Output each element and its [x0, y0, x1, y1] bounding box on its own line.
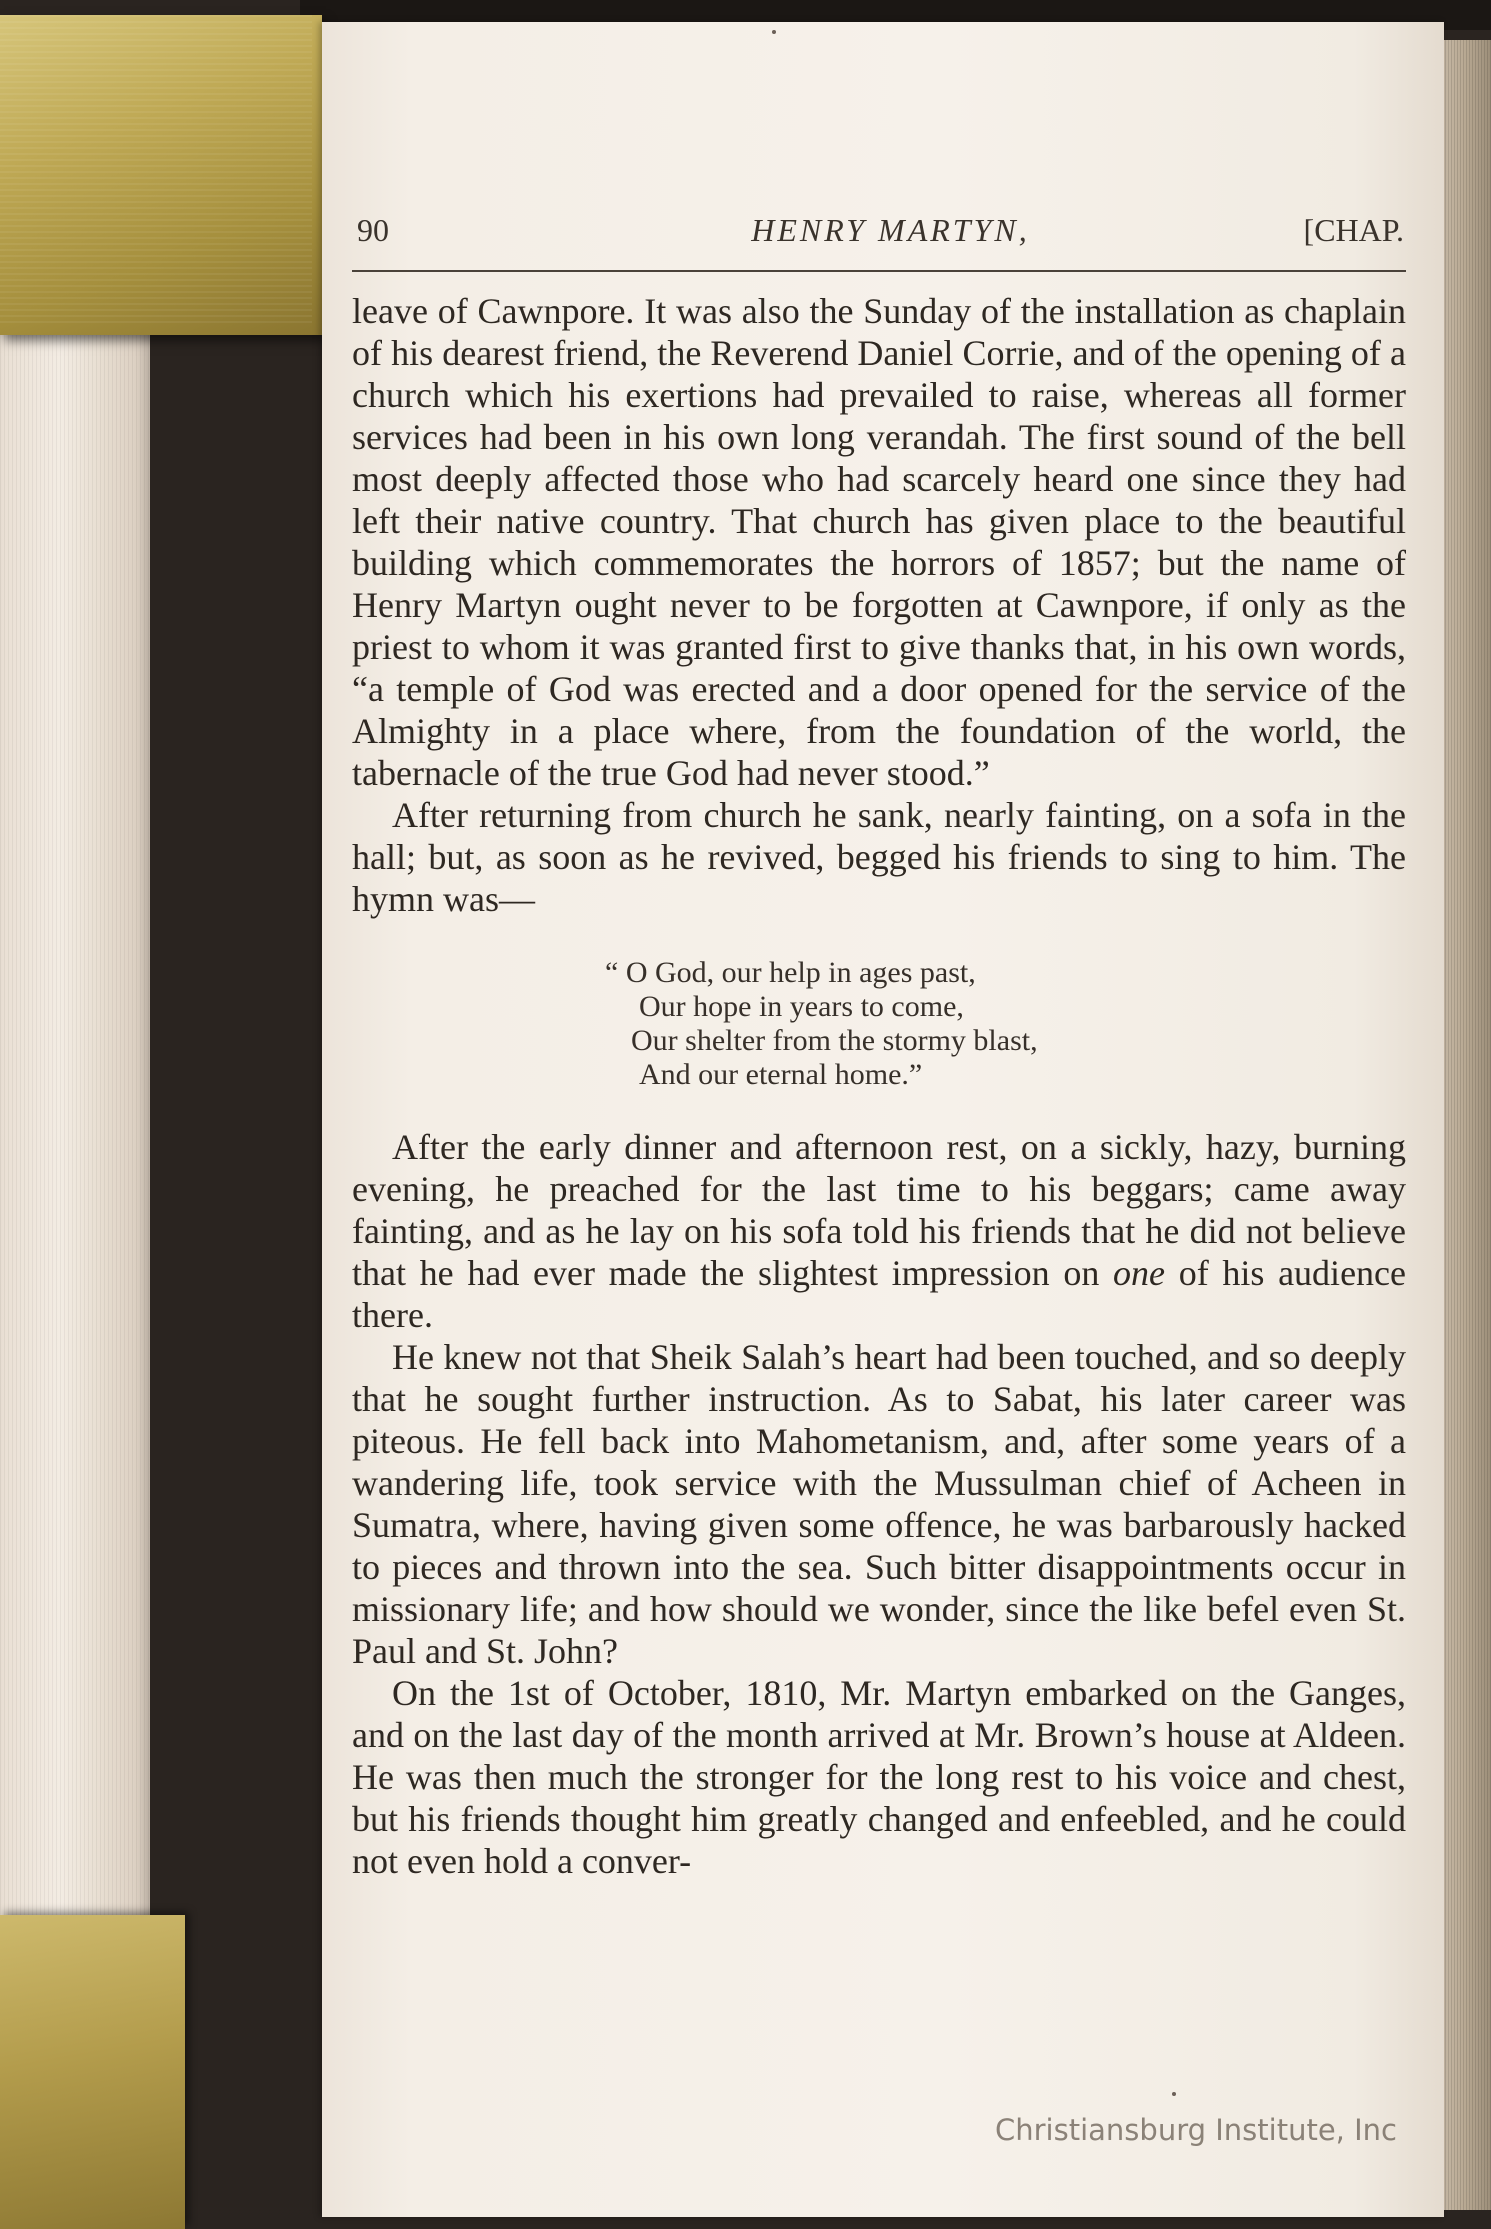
paragraph-1: leave of Cawnpore. It was also the Sunday of the installation as chaplain of his dearest friend, the Reverend Daniel Corrie, and of the opening of a church which his exertions had prevailed to raise, whereas all former services had been in his own long verandah. The first sound of the bell most deeply affected those who had scarcely heard one since they had left their native country. That church has given place to the beautiful building which commemorates the horrors of 1857; but the name of Henry Martyn ought never to be forgotten at Cawnpore, if only as the priest to whom it was granted first to give thanks that, in his own words, “a temple of God was erected and a door opened for the service of the Almighty in a place where, from the foundation of the world, the tabernacle of the true God had never stood.”	[352, 291, 1406, 793]
running-head	[357, 212, 1404, 252]
paragraph-3-text: After the early dinner and afternoon rest, on a sickly, hazy, burning evening, he preached for the last time to his beggars; came away fainting, and as he lay on his sofa told his friends that he did not believe that he had ever made the slightest impression on	[352, 1127, 1406, 1293]
paragraph-5: On the 1st of October, 1810, Mr. Martyn embarked on the Ganges, and on the last day of the month arrived at Mr. Brown’s house at Aldeen. He was then much the stronger for the long rest to his voice and chest, but his friends thought him greatly changed and enfeebled, and he could not even hold a conver-	[352, 1673, 1406, 1881]
paragraph-3	[352, 1126, 1406, 1336]
running-title: HENRY MARTYN,	[751, 212, 1030, 248]
left-page-edges	[0, 330, 150, 1970]
verse-line: “ O God, our help in ages past,	[605, 956, 976, 989]
paper-speck	[772, 30, 776, 34]
paragraph-3-tail: of his audience there.	[352, 1253, 1406, 1335]
hymn-verse	[605, 956, 1406, 1092]
page-number: 90	[357, 212, 389, 248]
paragraph-4: He knew not that Sheik Salah’s heart had been touched, and so deeply that he sought further instruction. As to Sabat, his later career was piteous. He fell back into Mahometanism, and, after some years of a wandering life, took service with the Mussulman chief of Acheen in Sumatra, where, having given some offence, he was barbarously hacked to pieces and thrown into the sea. Such bitter disappointments occur in missionary life; and how should we wonder, since the like befel even St. Paul and St. John?	[352, 1337, 1406, 1671]
gilt-corner-top	[0, 15, 322, 335]
body-text	[352, 290, 1406, 1882]
paragraph-2: After returning from church he sank, nearly fainting, on a sofa in the hall; but, as soon as he revived, begged his friends to sing to him. The hymn was—	[352, 795, 1406, 919]
verse-line: Our hope in years to come,	[639, 990, 964, 1023]
header-rule	[352, 270, 1406, 272]
emphasis-word: one	[1113, 1253, 1166, 1293]
chapter-marker: [CHAP.	[1303, 212, 1404, 248]
right-page-edges	[1436, 40, 1491, 2210]
gilt-corner-bottom	[0, 1915, 185, 2229]
book-page	[322, 22, 1444, 2217]
watermark: Christiansburg Institute, Inc	[995, 2113, 1397, 2147]
paper-speck	[1172, 2092, 1176, 2096]
verse-line: Our shelter from the stormy blast,	[631, 1024, 1038, 1057]
verse-line: And our eternal home.”	[639, 1058, 923, 1091]
